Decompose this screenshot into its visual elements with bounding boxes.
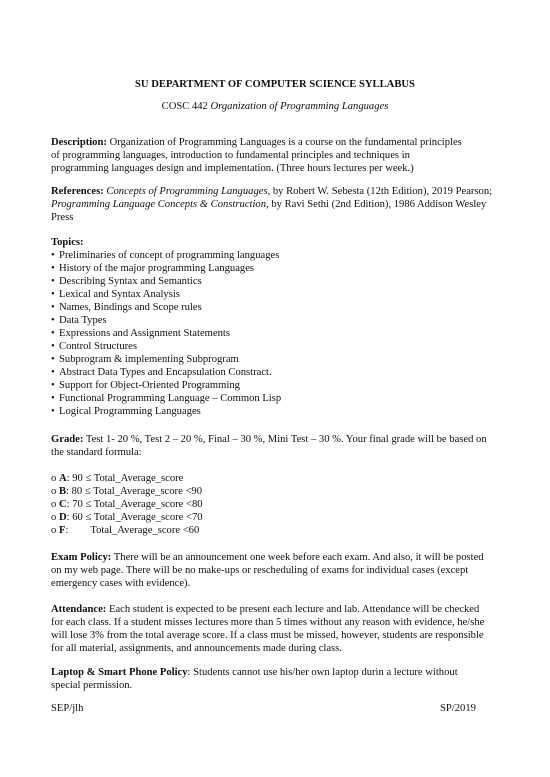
grade-section [51,433,499,459]
topic-item: • Lexical and Syntax Analysis [51,289,180,300]
grade-item: o F: Total_Average_score <60 [51,525,200,536]
grade-text: Test 1- 20 %, Test 2 – 20 %, Final – 30 %, Mini Test – 30 %. Your final grade will be based on [85,434,487,445]
footer-initials: SEP/jlh [51,703,84,714]
exam-policy-section: Exam Policy: There will be an announcement one week before each exam. And also, it will be posted on my web page. There will be no make-ups or rescheduling of exams for individual cases (except emergency cases with evidence). [51,552,484,589]
topic-item: • Functional Programming Language – Common Lisp [51,393,282,404]
grade-list [51,472,499,537]
topic-item: • Support for Object-Oriented Programming [51,380,240,391]
reference-title: Concepts of Programming Languages, [106,186,271,197]
grade-item: o C: 70 ≤ Total_Average_score <80 [51,499,203,510]
topic-item: • Logical Programming Languages [51,406,201,417]
course-name: Organization of Programming Languages [210,101,389,112]
reference-details: by Robert W. Sebesta (12th Edition), 2019 Pearson; [272,186,493,197]
document-title: SU DEPARTMENT OF COMPUTER SCIENCE SYLLABUS [135,79,415,90]
reference-details: by Ravi Sethi (2nd Edition), 1986 Addison Wesley [271,199,487,210]
description-section [51,136,499,175]
bullet-icon: • [51,289,55,300]
description-line: Organization of Programming Languages is a course on the fundamental principles [109,137,462,148]
laptop-policy-label: Laptop & Smart Phone Policy [51,667,188,678]
reference-details: Press [51,212,74,223]
topic-item: • Describing Syntax and Semantics [51,276,202,287]
topics-section [51,236,499,418]
footer-term: SP/2019 [440,703,476,714]
reference-title: Programming Language Concepts & Construction, [51,199,269,210]
attendance-section: Attendance: Each student is expected to be present each lecture and lab. Attendance will be checked for each class. If a student misses lectures more than 5 times without any reason with evidence, he/she will lose 3% from the total average score. If a class must be missed, however, students are responsible for all material, assignments, and announcements made during class. [51,604,485,654]
course-heading [0,100,550,113]
grade-label: Grade: [51,434,84,445]
topic-item: • Data Types [51,315,107,326]
topic-item: • Control Structures [51,341,137,352]
topic-item: • History of the major programming Languages [51,263,255,274]
bullet-icon: • [51,302,55,313]
bullet-icon: • [51,276,55,287]
bullet-icon: • [51,367,55,378]
topics-list [51,249,499,418]
grade-item: o B: 80 ≤ Total_Average_score <90 [51,486,203,497]
description-label: Description: [51,137,107,148]
topic-item: • Preliminaries of concept of programming languages [51,250,280,261]
bullet-icon: • [51,354,55,365]
bullet-icon: • [51,315,55,326]
references-label: References: [51,186,104,197]
bullet-icon: • [51,328,55,339]
grade-item: o A: 90 ≤ Total_Average_score [51,473,184,484]
laptop-policy-section: Laptop & Smart Phone Policy: Students cannot use his/her own laptop durin a lecture without special permission. [51,667,458,691]
description-line: programming languages design and implementation. (Three hours lectures per week.) [51,163,414,174]
exam-policy-label: Exam Policy: [51,552,112,563]
topic-item: • Expressions and Assignment Statements [51,328,230,339]
topic-item: • Names, Bindings and Scope rules [51,302,202,313]
bullet-icon: • [51,263,55,274]
attendance-label: Attendance: [51,604,107,615]
bullet-icon: • [51,380,55,391]
bullet-icon: • [51,406,55,417]
grade-item: o D: 60 ≤ Total_Average_score <70 [51,512,203,523]
bullet-icon: • [51,341,55,352]
course-code: COSC 442 [161,101,208,112]
topic-item: • Subprogram & implementing Subprogram [51,354,239,365]
grade-scale [51,472,499,537]
topic-item: • Abstract Data Types and Encapsulation Constract. [51,367,272,378]
bullet-icon: • [51,250,55,261]
description-line: of programming languages, introduction to fundamental principles and techniques in [51,150,410,161]
grade-text: the standard formula: [51,447,142,458]
bullet-icon: • [51,393,55,404]
topics-label: Topics: [51,237,84,248]
references-section [51,185,499,224]
